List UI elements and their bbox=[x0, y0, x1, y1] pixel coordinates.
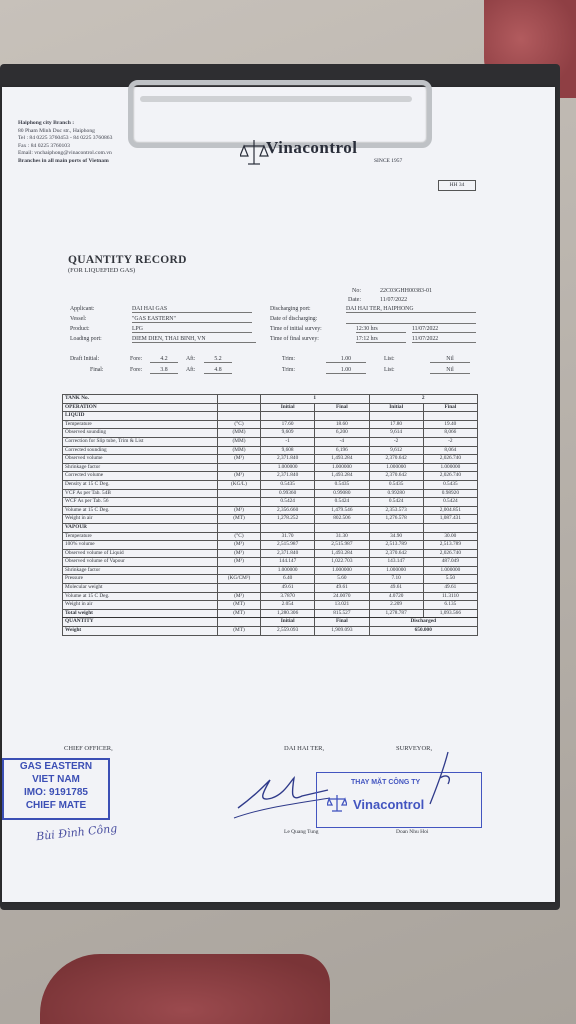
row-label: 100% volume bbox=[63, 541, 218, 550]
ship-stamp bbox=[2, 758, 110, 820]
row-value: 1,493.284 bbox=[315, 549, 369, 558]
signature-icon bbox=[418, 748, 458, 808]
total-value: 1,280.306 bbox=[261, 609, 315, 618]
row-value: 0.5424 bbox=[423, 498, 477, 507]
row-unit bbox=[218, 489, 261, 498]
operation-label: OPERATION bbox=[63, 403, 218, 412]
final-aft: 4.8 bbox=[204, 367, 232, 374]
row-value: -4 bbox=[315, 437, 369, 446]
row-label: Weight in air bbox=[63, 515, 218, 524]
row-value: 49.61 bbox=[261, 584, 315, 593]
row-value: 0.5435 bbox=[261, 480, 315, 489]
row-value: 2,513.789 bbox=[423, 541, 477, 550]
row-value: -1 bbox=[261, 437, 315, 446]
row-label: VCF As per Tab. 54B bbox=[63, 489, 218, 498]
branch-address: 80 Pham Minh Duc str., Haiphong bbox=[18, 127, 95, 134]
total-value: 1,278.787 bbox=[369, 609, 423, 618]
row-value: 0.5424 bbox=[315, 498, 369, 507]
table-row bbox=[63, 412, 478, 421]
row-value: 2,353.573 bbox=[369, 506, 423, 515]
draft-initial-label: Draft Initial: bbox=[70, 356, 100, 362]
aft-label: Aft: bbox=[186, 367, 196, 373]
product-label: Product: bbox=[70, 326, 90, 332]
row-label: Observed volume bbox=[63, 455, 218, 464]
table-cell bbox=[369, 523, 423, 532]
row-unit: (M³) bbox=[218, 455, 261, 464]
row-value: 1.000000 bbox=[369, 566, 423, 575]
fore-label: Fore: bbox=[130, 356, 143, 362]
tank-2-header: 2 bbox=[369, 395, 478, 404]
row-value: 8,064 bbox=[423, 446, 477, 455]
row-value: 6.135 bbox=[423, 601, 477, 610]
row-value: 0.5435 bbox=[369, 480, 423, 489]
row-value: 3.7870 bbox=[261, 592, 315, 601]
liquid-section-label: LIQUID bbox=[63, 412, 218, 421]
col-initial: Initial bbox=[261, 403, 315, 412]
draft-final-label: Final: bbox=[90, 367, 104, 373]
row-value: 0.99360 bbox=[261, 489, 315, 498]
table-row bbox=[63, 506, 478, 515]
row-unit bbox=[218, 566, 261, 575]
row-unit: (MM) bbox=[218, 429, 261, 438]
chief-officer-label: CHIEF OFFICER, bbox=[64, 745, 113, 752]
table-row bbox=[63, 403, 478, 412]
aft-label: Aft: bbox=[186, 356, 196, 362]
row-value: 5.60 bbox=[315, 575, 369, 584]
row-value: 13.021 bbox=[315, 601, 369, 610]
row-value: 4.0720 bbox=[369, 592, 423, 601]
row-value: 144.147 bbox=[261, 558, 315, 567]
row-label: Volume at 15 C Deg. bbox=[63, 506, 218, 515]
row-unit: (M³) bbox=[218, 549, 261, 558]
row-label: Pressure bbox=[63, 575, 218, 584]
row-value: 0.99080 bbox=[315, 489, 369, 498]
table-row bbox=[63, 549, 478, 558]
row-label: Shrinkage factor bbox=[63, 566, 218, 575]
row-value: 2,026.740 bbox=[423, 549, 477, 558]
row-label: Density at 15 C Deg. bbox=[63, 480, 218, 489]
list-label: List: bbox=[384, 356, 395, 362]
row-label: Shrinkage factor bbox=[63, 463, 218, 472]
vessel-value: "GAS EASTERN" bbox=[132, 316, 252, 323]
loading-port-label: Loading port: bbox=[70, 336, 102, 342]
table-row bbox=[63, 523, 478, 532]
row-value: 7.10 bbox=[369, 575, 423, 584]
row-value: 2,356.660 bbox=[261, 506, 315, 515]
row-value: 24.0070 bbox=[315, 592, 369, 601]
quantity-final-header: Final bbox=[315, 618, 369, 627]
weight-label: Weight bbox=[63, 627, 218, 636]
row-label: Weight in air bbox=[63, 601, 218, 610]
row-unit: (°C) bbox=[218, 532, 261, 541]
table-row bbox=[63, 463, 478, 472]
final-trim: 1.00 bbox=[326, 367, 366, 374]
tank-label: TANK No. bbox=[63, 395, 218, 404]
total-weight-label: Total weight bbox=[63, 609, 218, 618]
col-final: Final bbox=[315, 403, 369, 412]
table-row bbox=[63, 532, 478, 541]
row-value: 49.61 bbox=[369, 584, 423, 593]
row-value: 17.80 bbox=[369, 420, 423, 429]
row-value: 1.000000 bbox=[261, 463, 315, 472]
row-value: 1.000000 bbox=[423, 566, 477, 575]
table-row bbox=[63, 480, 478, 489]
row-value: 1.000000 bbox=[369, 463, 423, 472]
row-value: 1.000000 bbox=[261, 566, 315, 575]
table-row bbox=[63, 592, 478, 601]
table-row bbox=[63, 618, 478, 627]
row-unit: (MT) bbox=[218, 515, 261, 524]
row-value: 0.5424 bbox=[261, 498, 315, 507]
date-of-discharging-value bbox=[346, 316, 476, 324]
final-list: Nil bbox=[430, 367, 470, 374]
stamp-line: IMO: 9191785 bbox=[24, 787, 88, 798]
row-value: 17.60 bbox=[261, 420, 315, 429]
table-row bbox=[63, 429, 478, 438]
row-value: 9,608 bbox=[261, 446, 315, 455]
vapour-section-label: VAPOUR bbox=[63, 523, 218, 532]
row-unit: (MT) bbox=[218, 601, 261, 610]
loading-port-value: DIEM DIEN, THAI BINH, VN bbox=[132, 336, 256, 343]
scales-icon bbox=[327, 793, 347, 813]
final-survey-time: 17:12 hrs bbox=[356, 336, 406, 343]
row-value: 2,026.740 bbox=[423, 472, 477, 481]
row-value: 2,004.851 bbox=[423, 506, 477, 515]
row-value: 49.61 bbox=[423, 584, 477, 593]
row-value: 9,609 bbox=[261, 429, 315, 438]
col-final: Final bbox=[423, 403, 477, 412]
row-value: 0.98920 bbox=[423, 489, 477, 498]
final-survey-label: Time of final survey: bbox=[270, 336, 319, 342]
col-initial: Initial bbox=[369, 403, 423, 412]
row-value: 6.40 bbox=[261, 575, 315, 584]
weight-row bbox=[63, 627, 478, 636]
total-value: 815.527 bbox=[315, 609, 369, 618]
total-weight-row bbox=[63, 609, 478, 618]
row-label: Temperature bbox=[63, 532, 218, 541]
row-label: Molecular weight bbox=[63, 584, 218, 593]
row-value: 0.5424 bbox=[369, 498, 423, 507]
initial-list: Nil bbox=[430, 356, 470, 363]
table-cell bbox=[423, 523, 477, 532]
applicant-value: DAI HAI GAS bbox=[132, 306, 252, 313]
table-row bbox=[63, 420, 478, 429]
clipboard-clip-bar bbox=[140, 96, 412, 102]
initial-survey-time: 12:30 hrs bbox=[356, 326, 406, 333]
row-value: 143.147 bbox=[369, 558, 423, 567]
row-value: 6,196 bbox=[315, 446, 369, 455]
logo-since: SINCE 1957 bbox=[374, 158, 403, 164]
initial-aft: 5.2 bbox=[204, 356, 232, 363]
row-value: 0.5435 bbox=[423, 480, 477, 489]
row-value: 2.054 bbox=[261, 601, 315, 610]
row-value: 31.30 bbox=[315, 532, 369, 541]
row-value: 2,515.987 bbox=[315, 541, 369, 550]
row-unit: (MT) bbox=[218, 627, 261, 636]
table-row bbox=[63, 575, 478, 584]
table-row bbox=[63, 515, 478, 524]
branch-note: Branches in all main ports of Vietnam bbox=[18, 157, 109, 164]
table-row bbox=[63, 472, 478, 481]
row-unit: (KG/CM²) bbox=[218, 575, 261, 584]
row-unit: (M³) bbox=[218, 541, 261, 550]
row-unit: (KG/L) bbox=[218, 480, 261, 489]
row-value: 2,371.840 bbox=[261, 549, 315, 558]
branch-title: Haiphong city Branch : bbox=[18, 120, 75, 126]
table-row bbox=[63, 446, 478, 455]
red-cloth bbox=[40, 954, 330, 1024]
table-row bbox=[63, 455, 478, 464]
row-label: Volume at 15 C Deg. bbox=[63, 592, 218, 601]
weight-initial: 2,559.093 bbox=[261, 627, 315, 636]
quantity-label: QUANTITY bbox=[63, 618, 218, 627]
surveyor-label: SURVEYOR, bbox=[396, 745, 433, 752]
row-value: 2,515.987 bbox=[261, 541, 315, 550]
record-date: 11/07/2022 bbox=[380, 297, 408, 303]
row-value: 6,200 bbox=[315, 429, 369, 438]
stamp-line: GAS EASTERN bbox=[19, 761, 93, 772]
weight-final: 1,909.093 bbox=[315, 627, 369, 636]
vinacontrol-logo-text: Vinacontrol bbox=[266, 138, 358, 157]
surveyor-signer-name: Doan Nhu Hoi bbox=[396, 829, 429, 835]
document-subtitle: (FOR LIQUEFIED GAS) bbox=[68, 267, 136, 274]
row-value: -2 bbox=[369, 437, 423, 446]
trim-label: Trim: bbox=[282, 367, 295, 373]
initial-survey-label: Time of initial survey: bbox=[270, 326, 322, 332]
weight-discharged: 650.000 bbox=[369, 627, 478, 636]
tank-1-header: 1 bbox=[261, 395, 370, 404]
applicant-label: Applicant: bbox=[70, 306, 95, 312]
row-value: 2,371.840 bbox=[261, 455, 315, 464]
final-survey-date: 11/07/2022 bbox=[412, 336, 476, 343]
row-unit: (M³) bbox=[218, 592, 261, 601]
branch-fax: Fax : 84 0225 3760103 bbox=[18, 142, 70, 149]
row-label: Corrected sounding bbox=[63, 446, 218, 455]
row-value: 1,276.578 bbox=[369, 515, 423, 524]
row-unit bbox=[218, 498, 261, 507]
row-value: 19.40 bbox=[423, 420, 477, 429]
row-value: 0.99280 bbox=[369, 489, 423, 498]
table-cell bbox=[315, 523, 369, 532]
fore-label: Fore: bbox=[130, 367, 143, 373]
row-value: 1,087.431 bbox=[423, 515, 477, 524]
quantity-initial-header: Initial bbox=[261, 618, 315, 627]
row-value: 2,370.642 bbox=[369, 455, 423, 464]
table-row bbox=[63, 395, 478, 404]
table-row bbox=[63, 489, 478, 498]
row-value: 2.209 bbox=[369, 601, 423, 610]
row-unit: (M³) bbox=[218, 472, 261, 481]
table-row bbox=[63, 541, 478, 550]
row-value: 1,479.546 bbox=[315, 506, 369, 515]
row-unit: (MT) bbox=[218, 609, 261, 618]
row-unit: (M³) bbox=[218, 558, 261, 567]
stamp-line: THAY MẶT CÔNG TY bbox=[351, 779, 421, 786]
row-value: 2,371.840 bbox=[261, 472, 315, 481]
trim-label: Trim: bbox=[282, 356, 295, 362]
row-value: 1.000000 bbox=[315, 566, 369, 575]
vessel-label: Vessel: bbox=[70, 316, 87, 322]
row-label: Temperature bbox=[63, 420, 218, 429]
row-unit bbox=[218, 463, 261, 472]
row-label: Observed volume of Liquid bbox=[63, 549, 218, 558]
stamp-line: Vinacontrol bbox=[353, 797, 425, 812]
date-of-discharging-label: Date of discharging: bbox=[270, 316, 318, 322]
record-number-label: No: bbox=[352, 288, 361, 294]
row-unit: (°C) bbox=[218, 420, 261, 429]
table-row bbox=[63, 584, 478, 593]
row-value: 49.61 bbox=[315, 584, 369, 593]
row-unit: (MM) bbox=[218, 437, 261, 446]
row-label: Corrected volume bbox=[63, 472, 218, 481]
row-unit: (MM) bbox=[218, 446, 261, 455]
table-row bbox=[63, 498, 478, 507]
row-value: 2,513.789 bbox=[369, 541, 423, 550]
discharging-port-value: DAI HAI TER, HAIPHONG bbox=[346, 306, 476, 313]
branch-email: Email: vnchaiphong@vinacontrol.com.vn bbox=[18, 150, 112, 157]
row-value: 11.3110 bbox=[423, 592, 477, 601]
stamp-line: CHIEF MATE bbox=[25, 800, 87, 811]
row-value: 30.00 bbox=[423, 532, 477, 541]
row-value: -2 bbox=[423, 437, 477, 446]
row-value: 31.70 bbox=[261, 532, 315, 541]
final-fore: 3.8 bbox=[150, 367, 178, 374]
row-value: 9,612 bbox=[369, 446, 423, 455]
branch-tel: Tel : 84 0225 3760453 - 84 0225 3760863 bbox=[18, 135, 113, 142]
row-value: 2,026.740 bbox=[423, 455, 477, 464]
row-value: 1,022.703 bbox=[315, 558, 369, 567]
row-value: 18.60 bbox=[315, 420, 369, 429]
row-value: 5.50 bbox=[423, 575, 477, 584]
terminal-label: DAI HAI TER, bbox=[284, 745, 325, 752]
row-label: Observed sounding bbox=[63, 429, 218, 438]
table-cell bbox=[218, 618, 261, 627]
table-cell bbox=[218, 523, 261, 532]
form-code: HH 34 bbox=[438, 180, 476, 191]
quantity-discharged-header: Discharged bbox=[369, 618, 478, 627]
handwritten-name: Bùi Đình Công bbox=[35, 821, 118, 844]
initial-survey-date: 11/07/2022 bbox=[412, 326, 476, 333]
row-value: 0.5435 bbox=[315, 480, 369, 489]
initial-trim: 1.00 bbox=[326, 356, 366, 363]
row-value: 1,493.284 bbox=[315, 455, 369, 464]
row-value: 9,614 bbox=[369, 429, 423, 438]
row-unit: (M³) bbox=[218, 506, 261, 515]
row-unit bbox=[218, 584, 261, 593]
row-label: WCF As per Tab. 56 bbox=[63, 498, 218, 507]
stamp-line: VIET NAM bbox=[32, 774, 80, 785]
document-title: QUANTITY RECORD bbox=[68, 254, 187, 266]
total-value: 1,093.566 bbox=[423, 609, 477, 618]
table-cell bbox=[261, 523, 315, 532]
terminal-signer-name: Le Quang Tung bbox=[284, 829, 319, 835]
row-value: 1.000000 bbox=[315, 463, 369, 472]
row-value: 8,066 bbox=[423, 429, 477, 438]
row-value: 487.049 bbox=[423, 558, 477, 567]
row-value: 802.506 bbox=[315, 515, 369, 524]
row-label: Correction for Slip tube, Trim & List bbox=[63, 437, 218, 446]
list-label: List: bbox=[384, 367, 395, 373]
quantity-table bbox=[62, 394, 478, 636]
row-value: 2,370.642 bbox=[369, 472, 423, 481]
row-value: 1,278.252 bbox=[261, 515, 315, 524]
product-value: LPG bbox=[132, 326, 252, 333]
record-number: 22C03GHH00383-01 bbox=[380, 288, 432, 294]
table-row bbox=[63, 601, 478, 610]
row-value: 1,493.284 bbox=[315, 472, 369, 481]
row-value: 2,370.642 bbox=[369, 549, 423, 558]
discharging-port-label: Discharging port: bbox=[270, 306, 311, 312]
table-row bbox=[63, 558, 478, 567]
row-label: Observed volume of Vapour bbox=[63, 558, 218, 567]
branch-address-block bbox=[18, 120, 112, 166]
table-row bbox=[63, 566, 478, 575]
table-row bbox=[63, 437, 478, 446]
row-value: 34.90 bbox=[369, 532, 423, 541]
record-date-label: Date: bbox=[348, 297, 361, 303]
row-value: 1.000000 bbox=[423, 463, 477, 472]
initial-fore: 4.2 bbox=[150, 356, 178, 363]
